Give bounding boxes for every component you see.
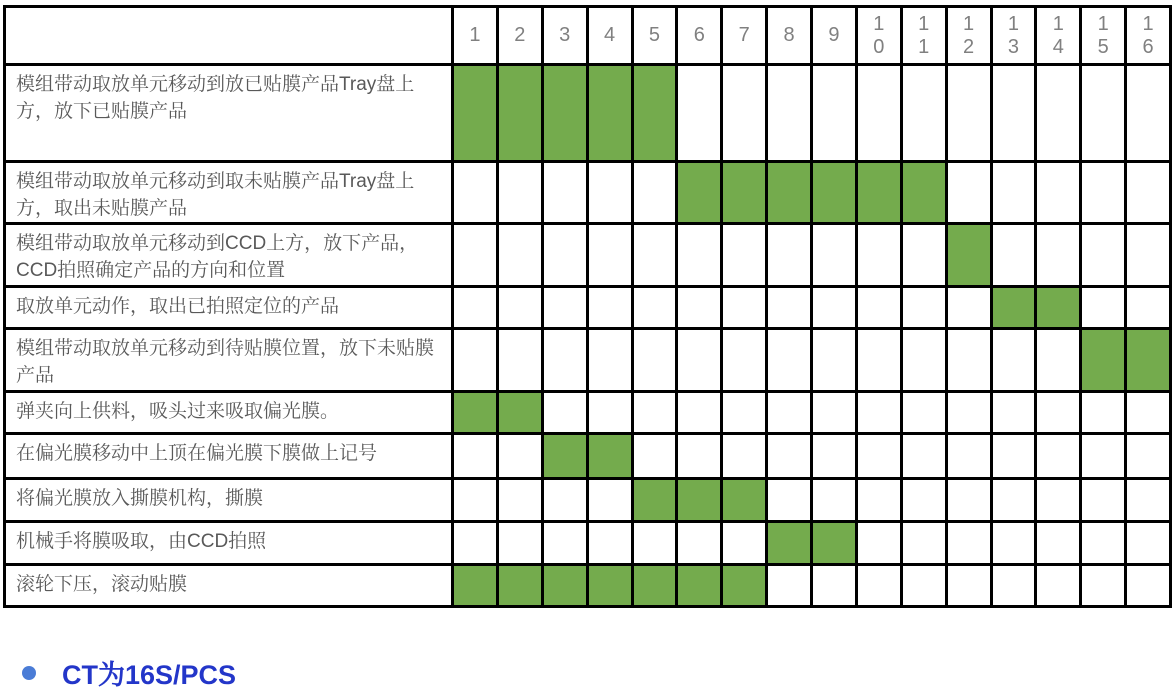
time-slot-number: 5 [648,24,660,46]
gantt-empty-cell [856,287,901,329]
gantt-empty-cell [677,65,722,162]
time-slot-header [1081,7,1126,65]
gantt-empty-cell [587,329,632,392]
gantt-empty-cell [1126,162,1171,224]
gantt-empty-cell [1036,479,1081,522]
gantt-empty-cell [856,392,901,434]
gantt-bar-cell [587,434,632,479]
gantt-empty-cell [722,522,767,565]
gantt-empty-cell [1126,479,1171,522]
gantt-bar-cell [991,287,1036,329]
gantt-empty-cell [1036,329,1081,392]
time-slot-number: 7 [738,24,750,46]
gantt-empty-cell [587,479,632,522]
gantt-empty-cell [677,224,722,287]
gantt-empty-cell [497,224,542,287]
gantt-empty-cell [946,479,991,522]
gantt-empty-cell [946,329,991,392]
gantt-empty-cell [722,287,767,329]
gantt-empty-cell [587,392,632,434]
time-slot-header [856,7,901,65]
task-label: 弹夹向上供料，吸头过来吸取偏光膜。 [5,392,453,434]
gantt-empty-cell [991,329,1036,392]
gantt-empty-cell [1126,522,1171,565]
gantt-empty-cell [812,392,857,434]
gantt-empty-cell [1081,224,1126,287]
header-row [5,7,1171,65]
gantt-empty-cell [1081,162,1126,224]
gantt-bar-cell [453,565,498,607]
gantt-empty-cell [767,287,812,329]
task-row [5,65,1171,162]
gantt-empty-cell [812,224,857,287]
gantt-empty-cell [946,392,991,434]
gantt-empty-cell [1081,287,1126,329]
gantt-empty-cell [632,522,677,565]
gantt-empty-cell [856,522,901,565]
gantt-empty-cell [901,565,946,607]
gantt-empty-cell [812,287,857,329]
task-row [5,224,1171,287]
time-slot-header [632,7,677,65]
time-slot-number: 14 [1052,12,1064,58]
gantt-empty-cell [1126,287,1171,329]
gantt-empty-cell [587,522,632,565]
task-row [5,162,1171,224]
time-slot-number: 6 [693,24,705,46]
slide [0,5,1175,691]
gantt-bar-cell [632,479,677,522]
task-label: 取放单元动作，取出已拍照定位的产品 [5,287,453,329]
gantt-empty-cell [453,224,498,287]
gantt-empty-cell [901,224,946,287]
gantt-body [5,65,1171,607]
time-slot-header [497,7,542,65]
gantt-header [5,7,1171,65]
gantt-empty-cell [991,479,1036,522]
gantt-empty-cell [946,522,991,565]
gantt-empty-cell [542,522,587,565]
cycle-time-note [22,653,236,691]
gantt-bar-cell [722,162,767,224]
gantt-bar-cell [542,565,587,607]
task-row [5,434,1171,479]
time-slot-header [1036,7,1081,65]
gantt-bar-cell [722,565,767,607]
task-row [5,392,1171,434]
gantt-empty-cell [497,479,542,522]
gantt-bar-cell [677,565,722,607]
time-slot-header [812,7,857,65]
gantt-empty-cell [542,224,587,287]
time-slot-number: 1 [469,24,481,46]
gantt-empty-cell [856,434,901,479]
gantt-empty-cell [497,434,542,479]
gantt-empty-cell [856,565,901,607]
gantt-bar-cell [1036,287,1081,329]
gantt-empty-cell [1081,434,1126,479]
gantt-empty-cell [991,162,1036,224]
time-slot-header [722,7,767,65]
gantt-bar-cell [722,479,767,522]
time-slot-number: 12 [963,12,975,58]
gantt-empty-cell [542,392,587,434]
gantt-empty-cell [946,65,991,162]
gantt-empty-cell [767,65,812,162]
task-label: 机械手将膜吸取，由CCD拍照 [5,522,453,565]
gantt-bar-cell [812,162,857,224]
gantt-empty-cell [722,392,767,434]
gantt-empty-cell [812,329,857,392]
gantt-empty-cell [901,479,946,522]
gantt-empty-cell [901,522,946,565]
gantt-empty-cell [1036,434,1081,479]
corner-cell [5,7,453,65]
time-slot-number: 2 [514,24,526,46]
gantt-bar-cell [542,65,587,162]
gantt-empty-cell [542,479,587,522]
gantt-bar-cell [453,392,498,434]
gantt-empty-cell [632,224,677,287]
gantt-empty-cell [1081,65,1126,162]
gantt-empty-cell [1126,434,1171,479]
gantt-empty-cell [946,565,991,607]
time-slot-header [677,7,722,65]
gantt-empty-cell [946,434,991,479]
gantt-empty-cell [901,392,946,434]
gantt-empty-cell [677,392,722,434]
gantt-empty-cell [767,565,812,607]
gantt-empty-cell [722,434,767,479]
gantt-empty-cell [453,162,498,224]
gantt-empty-cell [1081,565,1126,607]
task-label: 在偏光膜移动中上顶在偏光膜下膜做上记号 [5,434,453,479]
task-row [5,287,1171,329]
time-slot-header [767,7,812,65]
time-slot-header [946,7,991,65]
bullet-icon [22,666,36,680]
gantt-empty-cell [587,287,632,329]
gantt-bar-cell [946,224,991,287]
task-row [5,565,1171,607]
gantt-empty-cell [1126,392,1171,434]
task-row [5,329,1171,392]
time-slot-number: 4 [604,24,616,46]
gantt-empty-cell [991,224,1036,287]
gantt-empty-cell [497,522,542,565]
time-slot-header [542,7,587,65]
gantt-empty-cell [901,329,946,392]
gantt-empty-cell [1036,162,1081,224]
gantt-empty-cell [901,65,946,162]
gantt-empty-cell [856,65,901,162]
gantt-bar-cell [497,565,542,607]
gantt-empty-cell [1126,565,1171,607]
gantt-empty-cell [1036,224,1081,287]
gantt-empty-cell [722,224,767,287]
gantt-empty-cell [677,287,722,329]
gantt-empty-cell [542,162,587,224]
gantt-empty-cell [767,224,812,287]
gantt-empty-cell [812,479,857,522]
gantt-empty-cell [453,479,498,522]
gantt-bar-cell [812,522,857,565]
gantt-table [3,5,1172,608]
gantt-empty-cell [453,522,498,565]
gantt-empty-cell [991,522,1036,565]
gantt-empty-cell [767,329,812,392]
gantt-bar-cell [587,565,632,607]
gantt-empty-cell [1081,479,1126,522]
gantt-bar-cell [453,65,498,162]
gantt-empty-cell [991,434,1036,479]
gantt-empty-cell [632,392,677,434]
gantt-empty-cell [812,565,857,607]
gantt-bar-cell [677,479,722,522]
time-slot-header [1126,7,1171,65]
gantt-empty-cell [632,434,677,479]
gantt-empty-cell [901,434,946,479]
gantt-bar-cell [856,162,901,224]
gantt-bar-cell [677,162,722,224]
gantt-empty-cell [812,65,857,162]
gantt-empty-cell [453,434,498,479]
gantt-bar-cell [542,434,587,479]
gantt-empty-cell [632,329,677,392]
task-label: 模组带动取放单元移动到放已贴膜产品Tray盘上方，放下已贴膜产品 [5,65,453,162]
gantt-empty-cell [946,287,991,329]
time-slot-number: 15 [1097,12,1109,58]
time-slot-header [991,7,1036,65]
task-label: 模组带动取放单元移动到CCD上方，放下产品，CCD拍照确定产品的方向和位置 [5,224,453,287]
gantt-empty-cell [632,162,677,224]
gantt-empty-cell [1081,392,1126,434]
gantt-empty-cell [856,224,901,287]
gantt-empty-cell [1036,565,1081,607]
gantt-empty-cell [991,65,1036,162]
task-label: 将偏光膜放入撕膜机构，撕膜 [5,479,453,522]
gantt-empty-cell [1126,65,1171,162]
time-slot-number: 11 [918,12,930,58]
gantt-empty-cell [901,287,946,329]
time-slot-number: 10 [873,12,885,58]
gantt-empty-cell [1081,522,1126,565]
gantt-empty-cell [677,522,722,565]
gantt-empty-cell [677,434,722,479]
time-slot-header [587,7,632,65]
gantt-empty-cell [542,287,587,329]
gantt-empty-cell [1126,224,1171,287]
time-slot-number: 3 [559,24,571,46]
gantt-empty-cell [542,329,587,392]
gantt-bar-cell [497,392,542,434]
time-slot-number: 8 [783,24,795,46]
gantt-bar-cell [767,162,812,224]
gantt-empty-cell [1036,392,1081,434]
gantt-empty-cell [587,162,632,224]
gantt-empty-cell [856,479,901,522]
gantt-bar-cell [632,65,677,162]
cycle-time-text: CT为16S/PCS [62,660,237,690]
gantt-bar-cell [1081,329,1126,392]
gantt-empty-cell [767,479,812,522]
gantt-empty-cell [453,329,498,392]
time-slot-number: 9 [828,24,840,46]
gantt-empty-cell [497,162,542,224]
time-slot-header [901,7,946,65]
gantt-bar-cell [1126,329,1171,392]
gantt-empty-cell [991,392,1036,434]
task-label: 模组带动取放单元移动到取未贴膜产品Tray盘上方，取出未贴膜产品 [5,162,453,224]
task-row [5,522,1171,565]
task-label: 模组带动取放单元移动到待贴膜位置，放下未贴膜产品 [5,329,453,392]
gantt-bar-cell [587,65,632,162]
gantt-empty-cell [767,392,812,434]
gantt-bar-cell [767,522,812,565]
gantt-bar-cell [901,162,946,224]
gantt-empty-cell [722,329,767,392]
gantt-empty-cell [946,162,991,224]
gantt-empty-cell [722,65,767,162]
gantt-empty-cell [991,565,1036,607]
gantt-empty-cell [677,329,722,392]
gantt-empty-cell [856,329,901,392]
gantt-empty-cell [497,287,542,329]
gantt-empty-cell [767,434,812,479]
time-slot-number: 13 [1007,12,1019,58]
gantt-bar-cell [497,65,542,162]
gantt-empty-cell [632,287,677,329]
gantt-empty-cell [497,329,542,392]
gantt-empty-cell [1036,65,1081,162]
task-row [5,479,1171,522]
time-slot-header [453,7,498,65]
gantt-bar-cell [632,565,677,607]
gantt-empty-cell [812,434,857,479]
task-label: 滚轮下压，滚动贴膜 [5,565,453,607]
gantt-empty-cell [453,287,498,329]
time-slot-number: 16 [1142,12,1154,58]
gantt-empty-cell [1036,522,1081,565]
gantt-empty-cell [587,224,632,287]
